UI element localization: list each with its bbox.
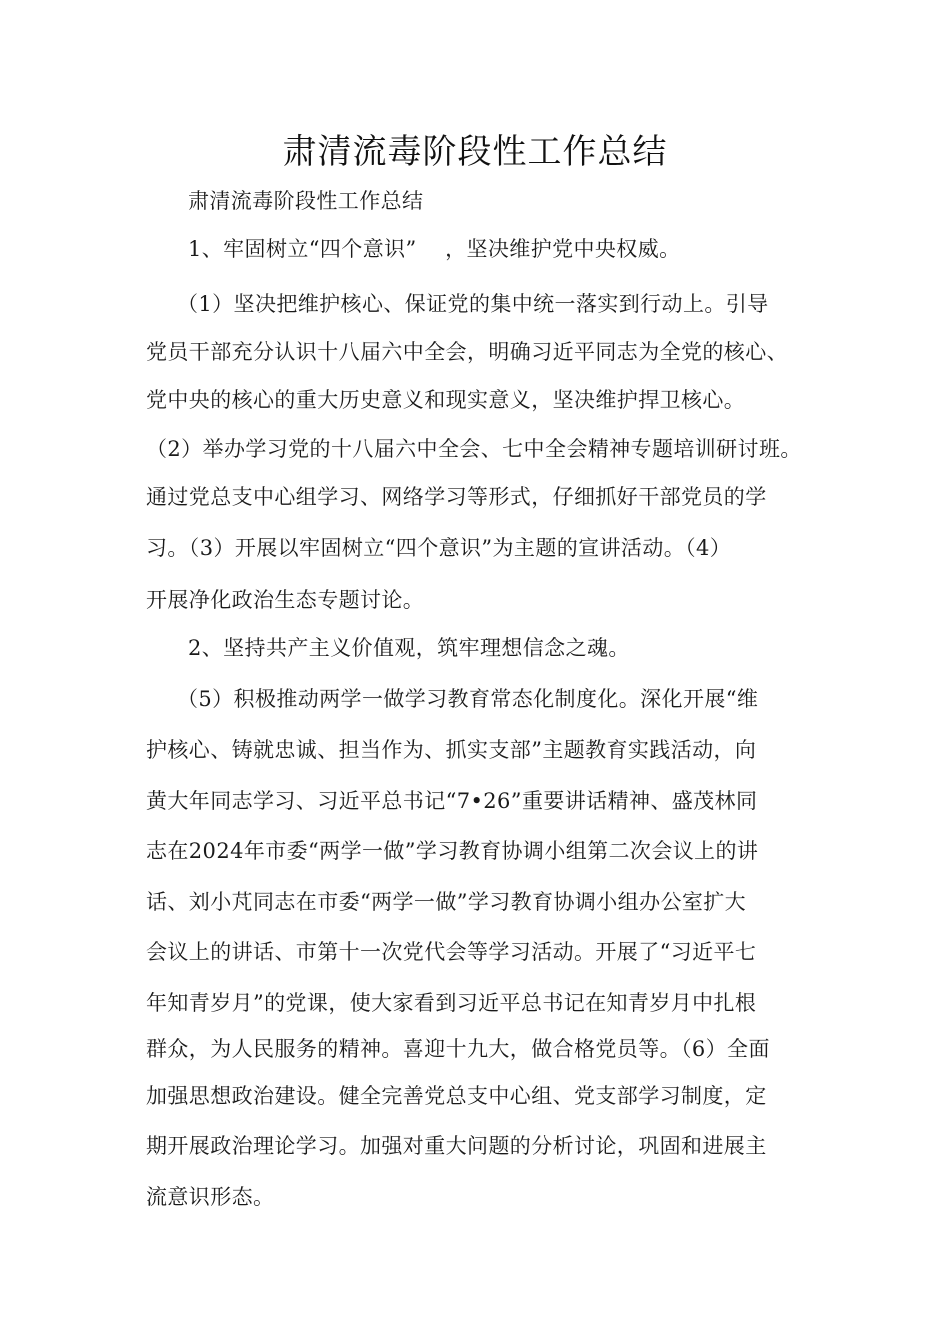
body-line: 通过党总支中心组学习、网络学习等形式，仔细抓好干部党员的学 [146,485,767,509]
section-heading-2: 2、坚持共产主义价值观，筑牢理想信念之魂。 [188,636,630,660]
section-heading-1: 1、牢固树立“四个意识” ，坚决维护党中央权威。 [188,237,681,261]
body-line: 党中央的核心的重大历史意义和现实意义，坚决维护捍卫核心。 [146,388,746,412]
body-line: 加强思想政治建设。健全完善党总支中心组、党支部学习制度，定 [146,1084,767,1108]
body-line: 黄大年同志学习、习近平总书记“7•26”重要讲话精神、盛茂林同 [146,789,758,813]
body-line: 群众，为人民服务的精神。喜迎十九大，做合格党员等。（6）全面 [146,1037,770,1061]
body-line: （2）举办学习党的十八届六中全会、七中全会精神专题培训研讨班。 [146,437,802,461]
body-line: （1）坚决把维护核心、保证党的集中统一落实到行动上。引导 [177,292,769,316]
body-line: 会议上的讲话、市第十一次党代会等学习活动。开展了“习近平七 [146,940,757,964]
body-line: 话、刘小芃同志在市委“两学一做”学习教育协调小组办公室扩大 [146,890,747,914]
body-line: 护核心、铸就忠诚、担当作为、抓实支部”主题教育实践活动，向 [146,738,757,762]
body-line: 流意识形态。 [146,1185,275,1209]
document-title: 肃清流毒阶段性工作总结 [282,132,668,172]
subtitle-line: 肃清流毒阶段性工作总结 [188,189,424,213]
body-line: （5）积极推动两学一做学习教育常态化制度化。深化开展“维 [177,687,759,711]
body-line: 志在2024年市委“两学一做”学习教育协调小组第二次会议上的讲 [146,839,759,863]
body-line: 期开展政治理论学习。加强对重大问题的分析讨论，巩固和进展主 [146,1134,767,1158]
body-line: 习。（3）开展以牢固树立“四个意识”为主题的宣讲活动。（4） [146,536,732,560]
body-line: 开展净化政治生态专题讨论。 [146,588,425,612]
body-line: 年知青岁月”的党课，使大家看到习近平总书记在知青岁月中扎根 [146,991,757,1015]
body-line: 党员干部充分认识十八届六中全会，明确习近平同志为全党的核心、 [146,340,788,364]
